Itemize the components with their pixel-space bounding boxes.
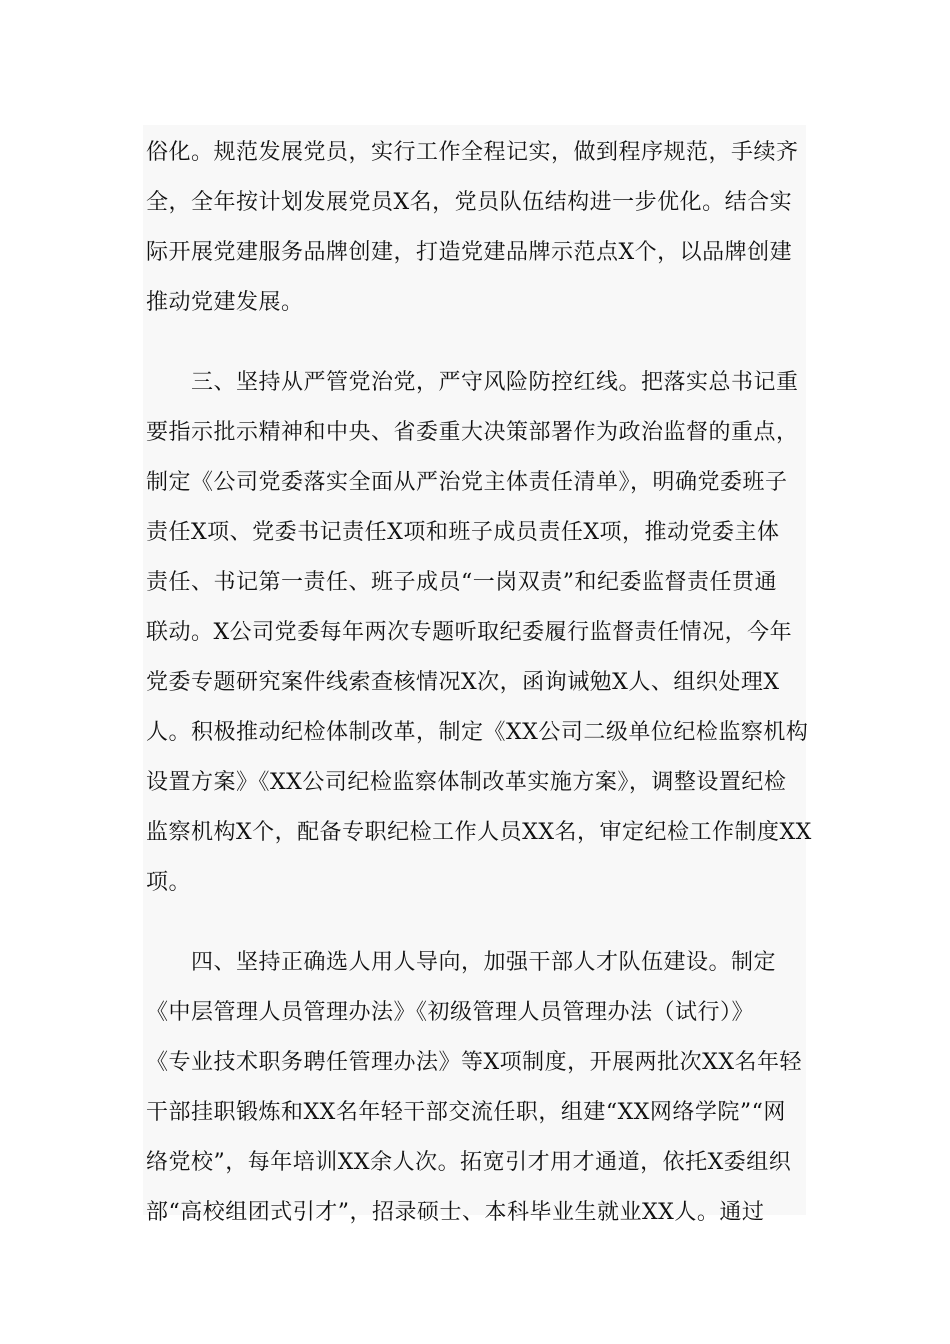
text-line: 络党校”，每年培训XX余人次。拓宽引才用才通道，依托X委组织 xyxy=(146,1150,792,1175)
text-line: 干部挂职锻炼和XX名年轻干部交流任职，组建“XX网络学院”“网 xyxy=(146,1100,786,1125)
paragraph-section-four xyxy=(146,938,806,1238)
text-line: 《中层管理人员管理办法》《初级管理人员管理办法（试行）》 xyxy=(146,1000,755,1025)
paragraph-section-three xyxy=(146,358,812,908)
text-line: 责任、书记第一责任、班子成员“一岗双责”和纪委监督责任贯通 xyxy=(146,570,777,595)
text-line: 四、坚持正确选人用人导向，加强干部人才队伍建设。制定 xyxy=(146,950,777,975)
text-line: 俗化。规范发展党员，实行工作全程记实，做到程序规范，手续齐 xyxy=(146,140,799,165)
text-line: 三、坚持从严管党治党，严守风险防控红线。把落实总书记重 xyxy=(146,370,799,395)
text-line: 全，全年按计划发展党员X名，党员队伍结构进一步优化。结合实 xyxy=(146,190,793,215)
paragraph-gap xyxy=(146,908,806,938)
text-line: 项。 xyxy=(146,870,192,895)
text-line: 设置方案》《XX公司纪检监察体制改革实施方案》，调整设置纪检 xyxy=(146,770,787,795)
text-line: 制定《公司党委落实全面从严治党主体责任清单》，明确党委班子 xyxy=(146,470,788,495)
text-line: 际开展党建服务品牌创建，打造党建品牌示范点X个，以品牌创建 xyxy=(146,240,793,265)
text-line: 要指示批示精神和中央、省委重大决策部署作为政治监督的重点， xyxy=(146,420,799,445)
text-line: 人。积极推动纪检体制改革，制定《XX公司二级单位纪检监察机构 xyxy=(146,720,809,745)
text-line: 党委专题研究案件线索查核情况X次，函询诫勉X人、组织处理X xyxy=(146,670,780,695)
text-line: 责任X项、党委书记责任X项和班子成员责任X项，推动党委主体 xyxy=(146,520,780,545)
text-line: 部“高校组团式引才”，招录硕士、本科毕业生就业XX人。通过 xyxy=(146,1200,765,1225)
document-body xyxy=(146,128,812,1238)
text-line: 《专业技术职务聘任管理办法》等X项制度，开展两批次XX名年轻 xyxy=(146,1050,802,1075)
paragraph-party-member-development xyxy=(146,128,806,328)
paragraph-gap xyxy=(146,328,806,358)
text-line: 监察机构X个，配备专职纪检工作人员XX名，审定纪检工作制度XX xyxy=(146,820,812,845)
text-line: 联动。X公司党委每年两次专题听取纪委履行监督责任情况，今年 xyxy=(146,620,793,645)
text-line: 推动党建发展。 xyxy=(146,290,304,315)
